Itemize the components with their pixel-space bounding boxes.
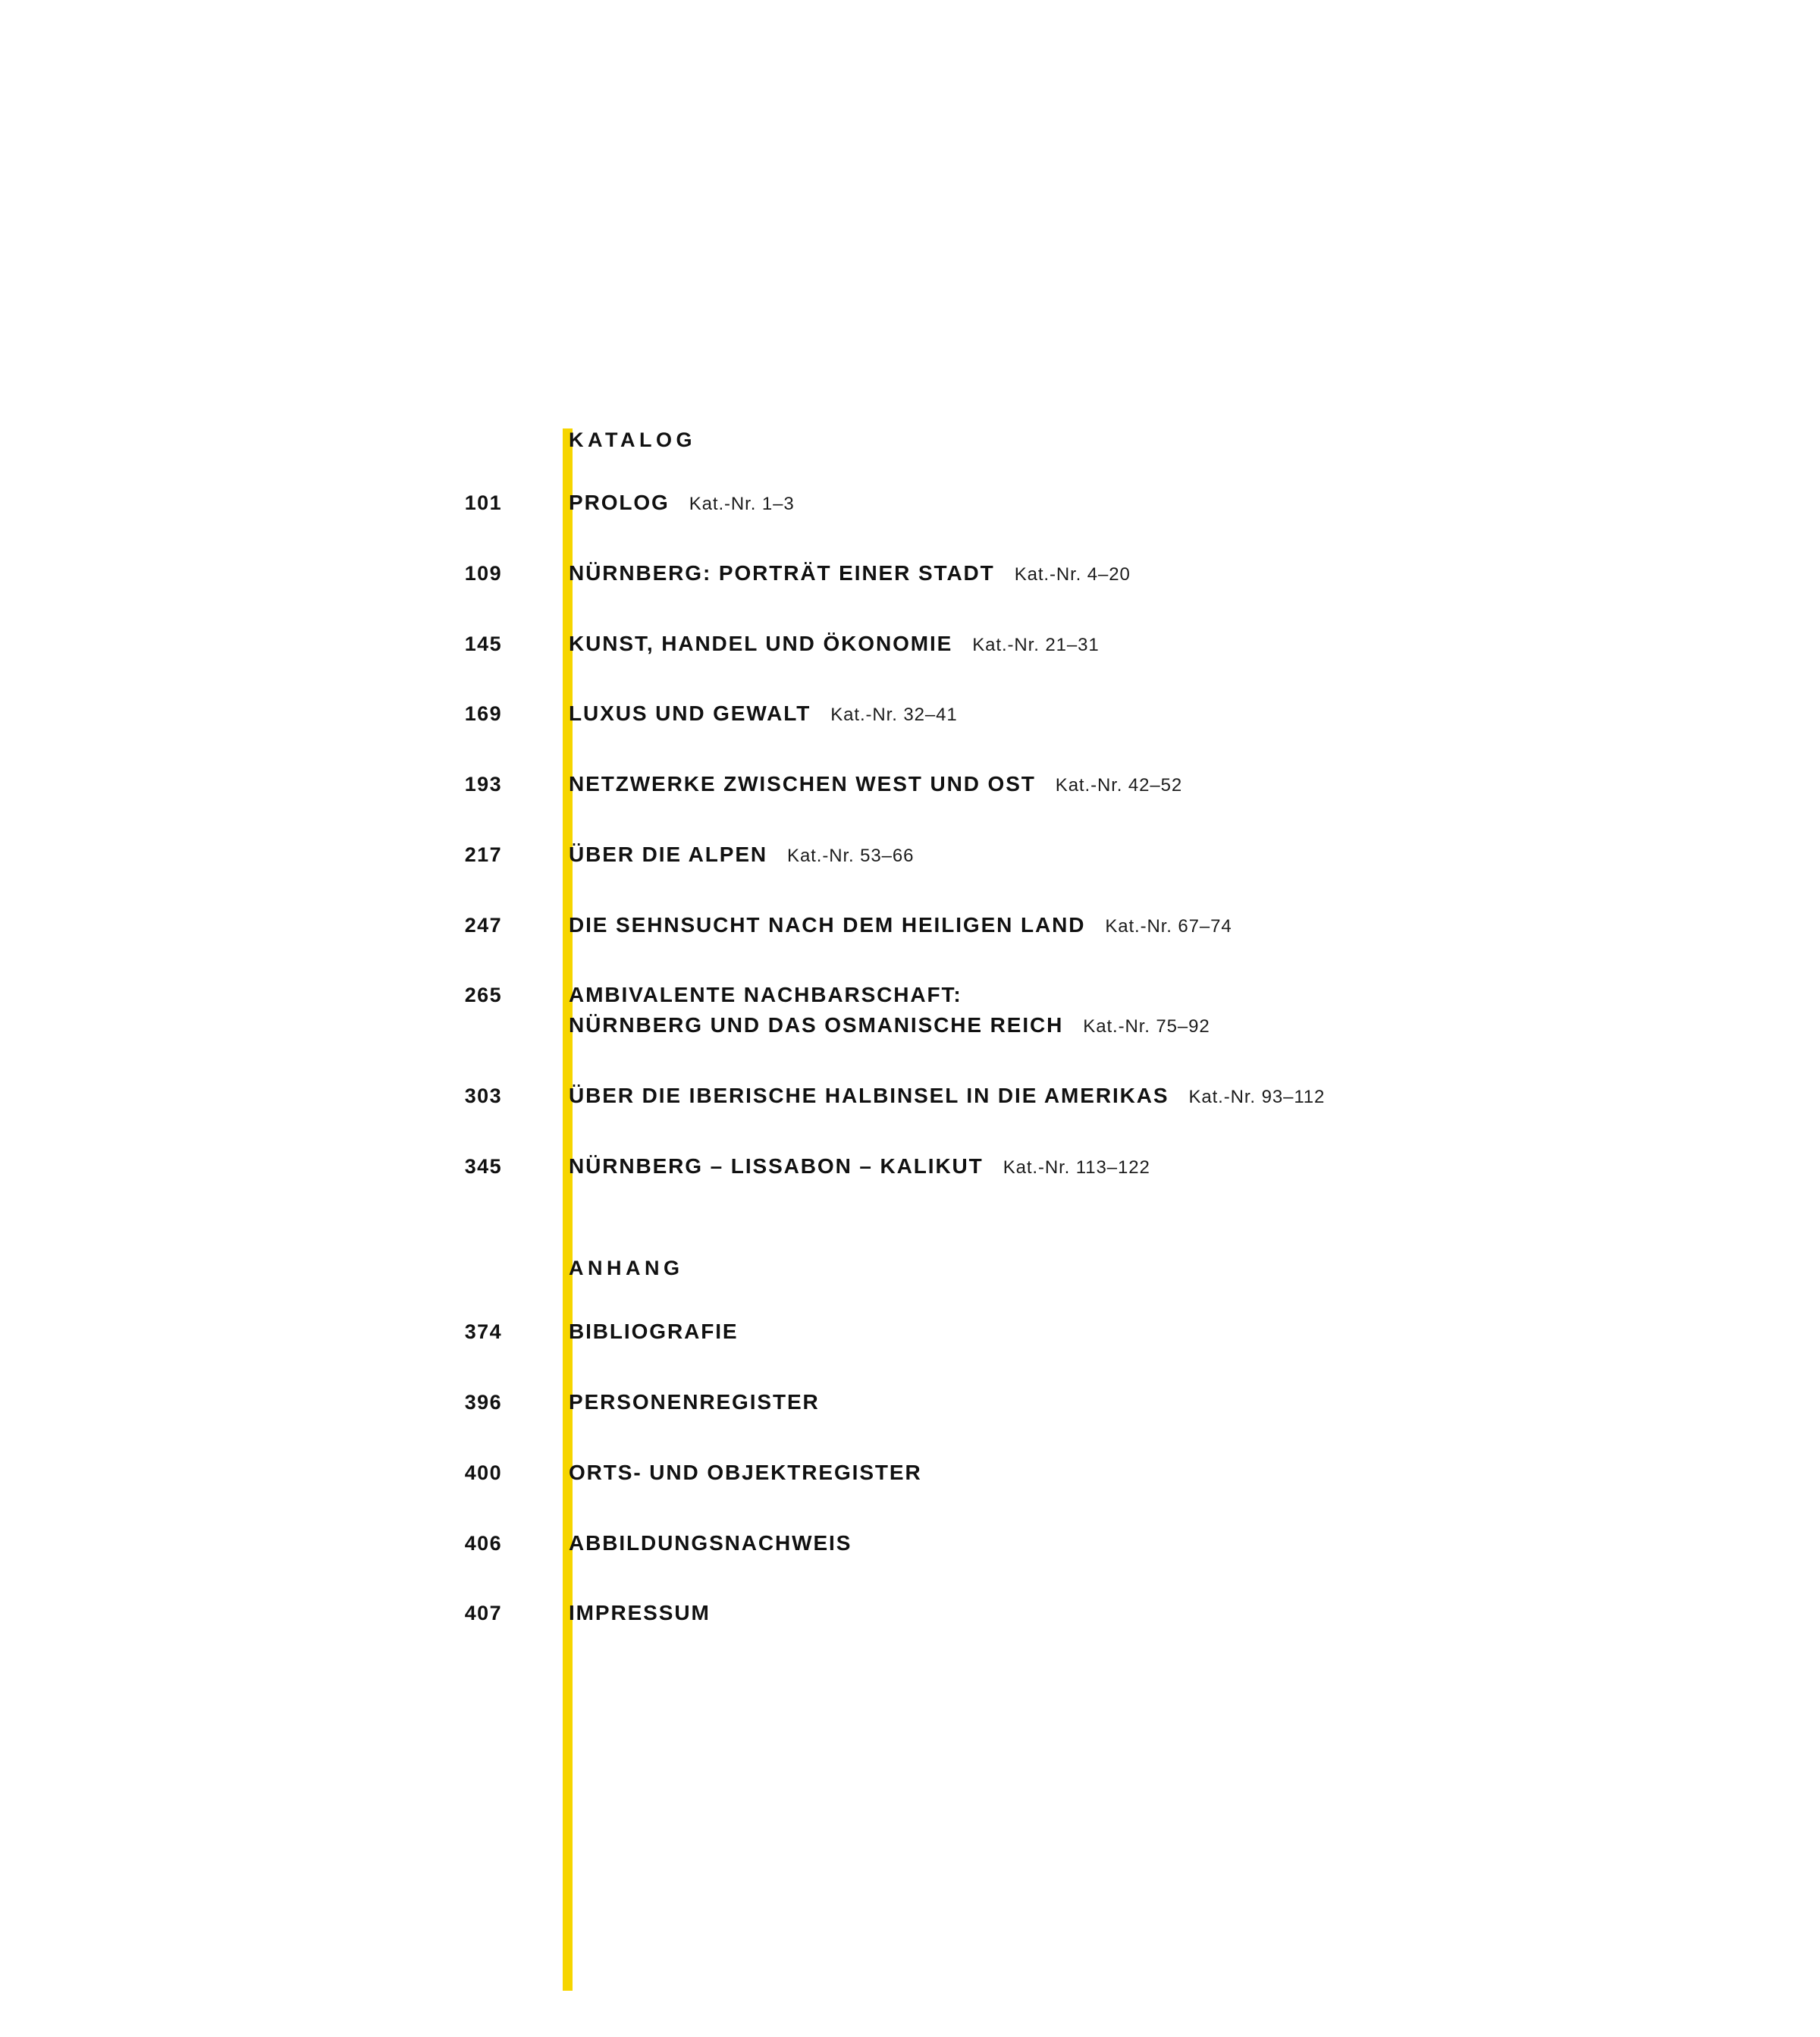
page-number: 400 — [464, 1461, 502, 1484]
entry-title: NETZWERKE ZWISCHEN WEST UND OST — [569, 772, 1036, 796]
page-number: 247 — [464, 913, 502, 937]
entry-title: IMPRESSUM — [569, 1601, 711, 1625]
entry-title: BIBLIOGRAFIE — [569, 1320, 739, 1344]
toc-row[interactable] — [0, 1081, 1820, 1111]
page-number: 217 — [464, 843, 502, 866]
entry-title: ORTS- UND OBJEKTREGISTER — [569, 1460, 922, 1484]
entry-catalog-range: Kat.-Nr. 42–52 — [1055, 775, 1183, 796]
page-number: 406 — [464, 1531, 502, 1555]
toc-row[interactable] — [0, 698, 1820, 729]
entry-title: PERSONENREGISTER — [569, 1390, 820, 1414]
toc-row[interactable] — [0, 769, 1820, 799]
toc-row[interactable] — [0, 910, 1820, 940]
entry-title: KUNST, HANDEL UND ÖKONOMIE — [569, 631, 953, 655]
page-number: 374 — [464, 1320, 502, 1344]
page-number: 265 — [464, 984, 502, 1007]
section-heading-anhang — [0, 1257, 1820, 1280]
toc-row[interactable] — [0, 488, 1820, 518]
entry-catalog-range: Kat.-Nr. 32–41 — [830, 705, 958, 726]
toc-row[interactable] — [0, 1151, 1820, 1182]
table-of-contents — [0, 428, 1820, 1628]
toc-row[interactable] — [0, 1317, 1820, 1347]
page-number: 303 — [464, 1084, 502, 1107]
entry-title: ABBILDUNGSNACHWEIS — [569, 1530, 852, 1555]
entry-catalog-range: Kat.-Nr. 93–112 — [1188, 1086, 1326, 1107]
toc-row[interactable] — [0, 1528, 1820, 1558]
toc-row[interactable] — [0, 980, 1820, 1040]
entry-catalog-range: Kat.-Nr. 75–92 — [1083, 1016, 1210, 1037]
section-title: ANHANG — [569, 1257, 684, 1280]
toc-row[interactable] — [0, 1598, 1820, 1628]
entry-title: NÜRNBERG: PORTRÄT EINER STADT — [569, 560, 995, 585]
page-number: 101 — [464, 491, 502, 514]
page-number: 396 — [464, 1391, 502, 1414]
entry-catalog-range: Kat.-Nr. 53–66 — [787, 845, 915, 866]
entry-title: PROLOG — [569, 491, 670, 514]
toc-row[interactable] — [0, 629, 1820, 659]
entry-title-line1: AMBIVALENTE NACHBARSCHAFT: — [569, 983, 962, 1007]
page-number: 407 — [464, 1602, 502, 1625]
page-number: 169 — [464, 702, 502, 726]
entry-catalog-range: Kat.-Nr. 113–122 — [1003, 1157, 1150, 1178]
entry-catalog-range: Kat.-Nr. 1–3 — [689, 494, 795, 514]
toc-row[interactable] — [0, 558, 1820, 589]
toc-row[interactable] — [0, 1387, 1820, 1417]
toc-row[interactable] — [0, 1458, 1820, 1488]
entry-catalog-range: Kat.-Nr. 4–20 — [1014, 563, 1131, 585]
entry-title: LUXUS UND GEWALT — [569, 701, 811, 726]
entry-title-line2: NÜRNBERG UND DAS OSMANISCHE REICH — [569, 1013, 1064, 1037]
entry-title: ÜBER DIE IBERISCHE HALBINSEL IN DIE AMERIKAS — [569, 1083, 1169, 1107]
entry-title: DIE SEHNSUCHT NACH DEM HEILIGEN LAND — [569, 912, 1086, 937]
page-number: 109 — [464, 561, 502, 585]
section-heading-katalog — [0, 428, 1820, 452]
entry-catalog-range: Kat.-Nr. 21–31 — [972, 634, 1100, 655]
entry-catalog-range: Kat.-Nr. 67–74 — [1105, 915, 1232, 937]
page-number: 193 — [464, 773, 502, 796]
page-number: 345 — [464, 1154, 502, 1178]
page-number: 145 — [464, 632, 502, 655]
entry-title: ÜBER DIE ALPEN — [569, 842, 768, 866]
toc-row[interactable] — [0, 840, 1820, 870]
entry-title: NÜRNBERG – LISSABON – KALIKUT — [569, 1153, 984, 1178]
section-title: KATALOG — [569, 428, 696, 451]
